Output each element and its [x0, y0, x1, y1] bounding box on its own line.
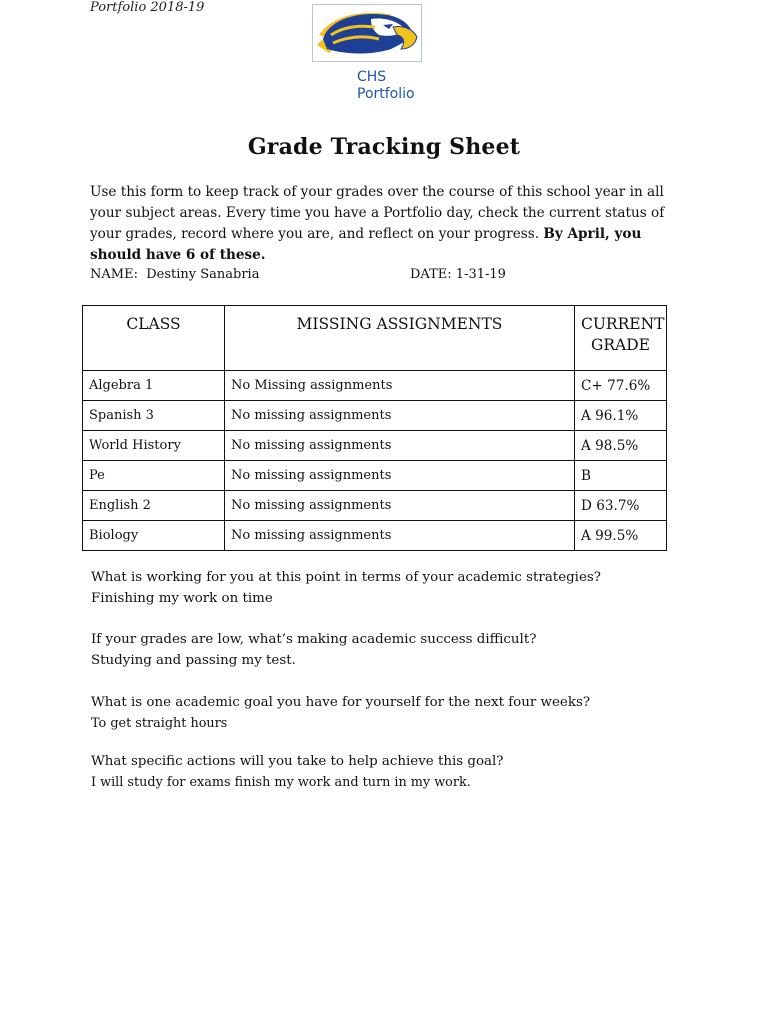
table-row — [83, 401, 667, 431]
grade-cell: D 63.7% — [575, 491, 667, 521]
table-row — [83, 521, 667, 551]
grade-cell: C+ 77.6% — [575, 371, 667, 401]
grade-cell: A 98.5% — [575, 431, 667, 461]
class-cell: Algebra 1 — [83, 371, 225, 401]
question-text: What is one academic goal you have for yourself for the next four weeks? — [91, 695, 590, 710]
column-header-class: CLASS — [83, 306, 225, 371]
column-header-missing: MISSING ASSIGNMENTS — [225, 306, 575, 371]
logo-caption — [357, 69, 415, 103]
student-name: Destiny Sanabria — [146, 267, 260, 282]
page-title: Grade Tracking Sheet — [247, 134, 521, 160]
class-cell: Biology — [83, 521, 225, 551]
reflection-question-4 — [91, 751, 503, 793]
question-text: If your grades are low, what’s making academic success difficult? — [91, 632, 537, 647]
missing-cell: No missing assignments — [225, 461, 575, 491]
class-cell: Spanish 3 — [83, 401, 225, 431]
class-cell: Pe — [83, 461, 225, 491]
table-header-row — [83, 306, 667, 371]
missing-cell: No Missing assignments — [225, 371, 575, 401]
intro-text: Use this form to keep track of your grades over the course of this school year in all your subject areas. Every time you have a Portfolio day, check the current status of your grades, record where you are, and reflect on your progress. — [90, 184, 665, 242]
reflection-question-1 — [91, 567, 601, 609]
intro-paragraph — [90, 182, 680, 266]
missing-cell: No missing assignments — [225, 491, 575, 521]
class-cell: English 2 — [83, 491, 225, 521]
missing-cell: No missing assignments — [225, 521, 575, 551]
table-row — [83, 371, 667, 401]
date-field — [410, 267, 506, 282]
grade-cell: A 96.1% — [575, 401, 667, 431]
missing-cell: No missing assignments — [225, 431, 575, 461]
answer-text: Finishing my work on time — [91, 591, 273, 606]
question-text: What specific actions will you take to help achieve this goal? — [91, 754, 504, 769]
eagle-head-icon — [313, 5, 421, 61]
date-value: 1-31-19 — [455, 267, 506, 282]
grade-table — [82, 305, 667, 551]
portfolio-year-note: Portfolio 2018-19 — [90, 0, 205, 15]
name-field — [90, 267, 259, 282]
question-text: What is working for you at this point in terms of your academic strategies? — [91, 570, 601, 585]
answer-text: Studying and passing my test. — [91, 653, 296, 668]
school-logo — [312, 4, 422, 62]
table-row — [83, 491, 667, 521]
logo-caption-line1: CHS — [357, 69, 387, 85]
class-cell: World History — [83, 431, 225, 461]
reflection-question-2 — [91, 629, 536, 671]
name-label: NAME: — [90, 267, 138, 282]
table-row — [83, 431, 667, 461]
missing-cell: No missing assignments — [225, 401, 575, 431]
reflection-question-3 — [91, 692, 590, 734]
logo-caption-line2: Portfolio — [357, 86, 415, 102]
answer-text: I will study for exams finish my work and turn in my work. — [91, 775, 471, 790]
answer-text: To get straight hours — [91, 716, 228, 731]
grade-cell: B — [575, 461, 667, 491]
date-label: DATE: — [410, 267, 452, 282]
grade-cell: A 99.5% — [575, 521, 667, 551]
intro-emphasis: By April, you should have 6 of these. — [90, 226, 642, 263]
table-row — [83, 461, 667, 491]
column-header-grade: CURRENT GRADE — [575, 306, 667, 371]
